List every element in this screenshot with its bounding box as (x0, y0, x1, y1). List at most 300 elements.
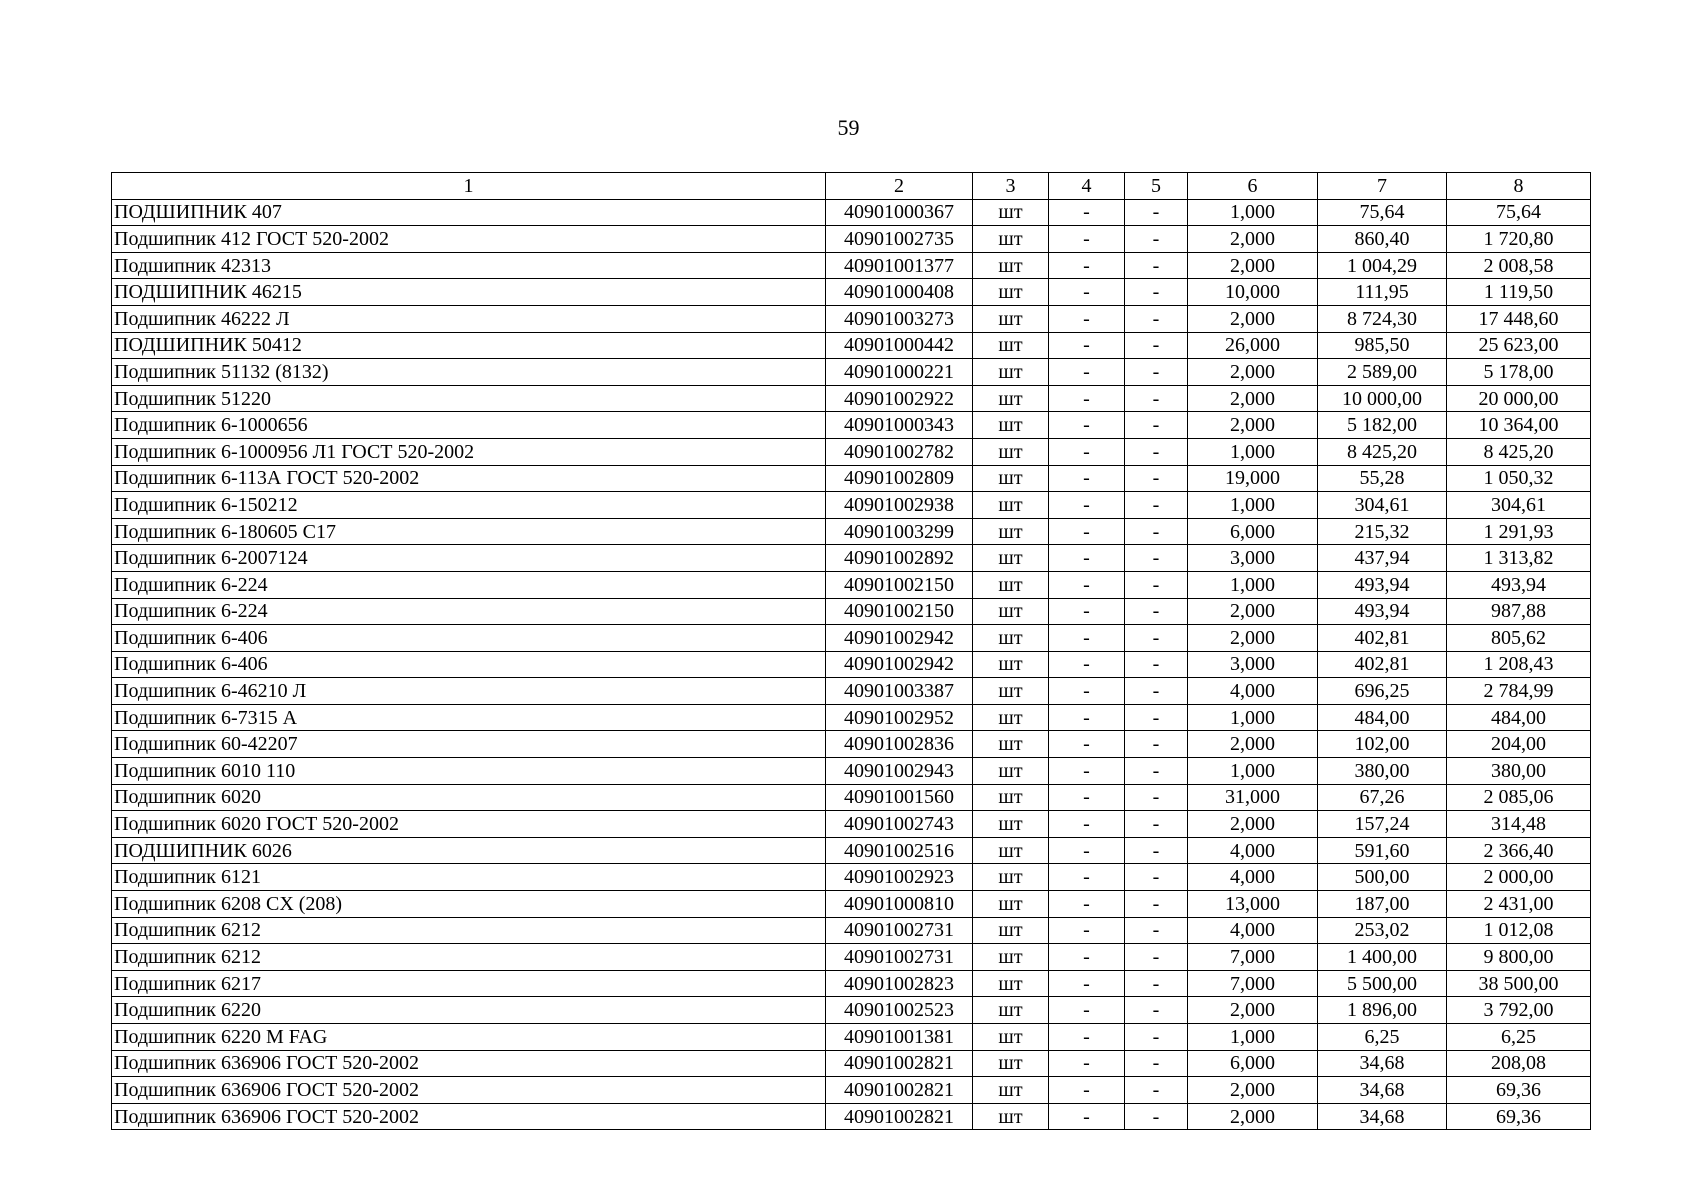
item-price-cell: 253,02 (1318, 917, 1447, 944)
item-quantity-cell: 6,000 (1188, 518, 1318, 545)
col-5-cell: - (1125, 997, 1188, 1024)
column-header: 7 (1318, 173, 1447, 200)
col-5-cell: - (1125, 864, 1188, 891)
col-5-cell: - (1125, 1050, 1188, 1077)
col-4-cell: - (1049, 518, 1125, 545)
item-price-cell: 111,95 (1318, 279, 1447, 306)
item-price-cell: 34,68 (1318, 1103, 1447, 1130)
item-name-cell: ПОДШИПНИК 50412 (112, 332, 826, 359)
item-sum-cell: 380,00 (1447, 758, 1591, 785)
item-unit-cell: шт (973, 678, 1049, 705)
item-price-cell: 1 004,29 (1318, 252, 1447, 279)
item-name-cell: Подшипник 6212 (112, 917, 826, 944)
item-code-cell: 40901002743 (826, 811, 973, 838)
item-quantity-cell: 2,000 (1188, 997, 1318, 1024)
col-5-cell: - (1125, 784, 1188, 811)
item-unit-cell: шт (973, 1024, 1049, 1051)
col-5-cell: - (1125, 412, 1188, 439)
item-unit-cell: шт (973, 465, 1049, 492)
item-code-cell: 40901002516 (826, 837, 973, 864)
col-4-cell: - (1049, 758, 1125, 785)
table-row (112, 731, 1591, 758)
item-price-cell: 2 589,00 (1318, 359, 1447, 386)
item-quantity-cell: 2,000 (1188, 226, 1318, 253)
item-quantity-cell: 1,000 (1188, 571, 1318, 598)
col-4-cell: - (1049, 811, 1125, 838)
item-name-cell: Подшипник 6220 (112, 997, 826, 1024)
col-5-cell: - (1125, 518, 1188, 545)
col-4-cell: - (1049, 1024, 1125, 1051)
item-price-cell: 34,68 (1318, 1077, 1447, 1104)
item-name-cell: Подшипник 6212 (112, 944, 826, 971)
col-5-cell: - (1125, 651, 1188, 678)
item-name-cell: Подшипник 6208 CX (208) (112, 891, 826, 918)
table-row (112, 438, 1591, 465)
item-quantity-cell: 4,000 (1188, 917, 1318, 944)
item-code-cell: 40901002523 (826, 997, 973, 1024)
col-4-cell: - (1049, 332, 1125, 359)
item-code-cell: 40901001560 (826, 784, 973, 811)
item-name-cell: Подшипник 6-113А ГОСТ 520-2002 (112, 465, 826, 492)
item-quantity-cell: 6,000 (1188, 1050, 1318, 1077)
item-code-cell: 40901002731 (826, 944, 973, 971)
item-code-cell: 40901000442 (826, 332, 973, 359)
item-quantity-cell: 13,000 (1188, 891, 1318, 918)
table-row (112, 199, 1591, 226)
col-4-cell: - (1049, 625, 1125, 652)
item-unit-cell: шт (973, 385, 1049, 412)
item-sum-cell: 304,61 (1447, 492, 1591, 519)
column-header: 6 (1188, 173, 1318, 200)
table-row (112, 970, 1591, 997)
item-unit-cell: шт (973, 625, 1049, 652)
col-5-cell: - (1125, 704, 1188, 731)
table-row (112, 678, 1591, 705)
item-price-cell: 8 724,30 (1318, 305, 1447, 332)
item-unit-cell: шт (973, 571, 1049, 598)
item-price-cell: 157,24 (1318, 811, 1447, 838)
item-code-cell: 40901002922 (826, 385, 973, 412)
item-code-cell: 40901002836 (826, 731, 973, 758)
item-name-cell: Подшипник 6020 (112, 784, 826, 811)
col-4-cell: - (1049, 465, 1125, 492)
col-5-cell: - (1125, 1103, 1188, 1130)
item-sum-cell: 1 119,50 (1447, 279, 1591, 306)
col-5-cell: - (1125, 332, 1188, 359)
item-name-cell: Подшипник 412 ГОСТ 520-2002 (112, 226, 826, 253)
col-5-cell: - (1125, 891, 1188, 918)
item-name-cell: ПОДШИПНИК 407 (112, 199, 826, 226)
item-name-cell: Подшипник 6-46210 Л (112, 678, 826, 705)
item-code-cell: 40901002821 (826, 1103, 973, 1130)
col-5-cell: - (1125, 545, 1188, 572)
item-code-cell: 40901002952 (826, 704, 973, 731)
column-header: 5 (1125, 173, 1188, 200)
table-row (112, 917, 1591, 944)
item-sum-cell: 6,25 (1447, 1024, 1591, 1051)
item-sum-cell: 38 500,00 (1447, 970, 1591, 997)
item-quantity-cell: 2,000 (1188, 1103, 1318, 1130)
item-unit-cell: шт (973, 226, 1049, 253)
item-unit-cell: шт (973, 438, 1049, 465)
item-code-cell: 40901002782 (826, 438, 973, 465)
item-quantity-cell: 10,000 (1188, 279, 1318, 306)
item-quantity-cell: 2,000 (1188, 811, 1318, 838)
item-code-cell: 40901002938 (826, 492, 973, 519)
item-sum-cell: 2 085,06 (1447, 784, 1591, 811)
col-5-cell: - (1125, 252, 1188, 279)
item-price-cell: 493,94 (1318, 598, 1447, 625)
item-price-cell: 985,50 (1318, 332, 1447, 359)
item-price-cell: 591,60 (1318, 837, 1447, 864)
item-price-cell: 8 425,20 (1318, 438, 1447, 465)
col-4-cell: - (1049, 837, 1125, 864)
item-unit-cell: шт (973, 305, 1049, 332)
item-name-cell: Подшипник 51132 (8132) (112, 359, 826, 386)
item-quantity-cell: 2,000 (1188, 625, 1318, 652)
item-quantity-cell: 2,000 (1188, 252, 1318, 279)
col-5-cell: - (1125, 571, 1188, 598)
col-5-cell: - (1125, 811, 1188, 838)
item-code-cell: 40901000221 (826, 359, 973, 386)
item-sum-cell: 1 313,82 (1447, 545, 1591, 572)
item-sum-cell: 1 050,32 (1447, 465, 1591, 492)
column-header: 2 (826, 173, 973, 200)
item-name-cell: Подшипник 6-1000656 (112, 412, 826, 439)
item-price-cell: 304,61 (1318, 492, 1447, 519)
item-name-cell: Подшипник 6220 M FAG (112, 1024, 826, 1051)
col-4-cell: - (1049, 784, 1125, 811)
col-5-cell: - (1125, 731, 1188, 758)
item-sum-cell: 8 425,20 (1447, 438, 1591, 465)
column-header: 3 (973, 173, 1049, 200)
col-4-cell: - (1049, 731, 1125, 758)
item-unit-cell: шт (973, 359, 1049, 386)
item-price-cell: 1 896,00 (1318, 997, 1447, 1024)
item-sum-cell: 805,62 (1447, 625, 1591, 652)
col-5-cell: - (1125, 199, 1188, 226)
item-price-cell: 187,00 (1318, 891, 1447, 918)
item-name-cell: Подшипник 6217 (112, 970, 826, 997)
col-4-cell: - (1049, 1050, 1125, 1077)
table-row (112, 359, 1591, 386)
item-unit-cell: шт (973, 1050, 1049, 1077)
item-unit-cell: шт (973, 704, 1049, 731)
item-code-cell: 40901003387 (826, 678, 973, 705)
item-code-cell: 40901001381 (826, 1024, 973, 1051)
item-code-cell: 40901002892 (826, 545, 973, 572)
item-quantity-cell: 31,000 (1188, 784, 1318, 811)
item-code-cell: 40901002735 (826, 226, 973, 253)
item-sum-cell: 208,08 (1447, 1050, 1591, 1077)
item-name-cell: Подшипник 6010 110 (112, 758, 826, 785)
item-unit-cell: шт (973, 970, 1049, 997)
col-5-cell: - (1125, 970, 1188, 997)
item-unit-cell: шт (973, 492, 1049, 519)
table-row (112, 891, 1591, 918)
item-quantity-cell: 2,000 (1188, 359, 1318, 386)
item-unit-cell: шт (973, 731, 1049, 758)
page-number: 59 (837, 115, 860, 140)
item-code-cell: 40901002943 (826, 758, 973, 785)
item-quantity-cell: 3,000 (1188, 545, 1318, 572)
item-price-cell: 437,94 (1318, 545, 1447, 572)
table-row (112, 1050, 1591, 1077)
item-sum-cell: 1 012,08 (1447, 917, 1591, 944)
table-row (112, 492, 1591, 519)
item-sum-cell: 2 784,99 (1447, 678, 1591, 705)
item-quantity-cell: 2,000 (1188, 731, 1318, 758)
item-unit-cell: шт (973, 199, 1049, 226)
item-price-cell: 402,81 (1318, 625, 1447, 652)
table-row (112, 252, 1591, 279)
item-code-cell: 40901000343 (826, 412, 973, 439)
item-unit-cell: шт (973, 1077, 1049, 1104)
item-quantity-cell: 4,000 (1188, 837, 1318, 864)
col-4-cell: - (1049, 944, 1125, 971)
col-5-cell: - (1125, 359, 1188, 386)
item-name-cell: Подшипник 46222 Л (112, 305, 826, 332)
col-5-cell: - (1125, 438, 1188, 465)
item-price-cell: 34,68 (1318, 1050, 1447, 1077)
header-row (112, 173, 1591, 200)
item-unit-cell: шт (973, 997, 1049, 1024)
item-code-cell: 40901002821 (826, 1050, 973, 1077)
item-quantity-cell: 4,000 (1188, 864, 1318, 891)
item-price-cell: 5 182,00 (1318, 412, 1447, 439)
table-row (112, 226, 1591, 253)
col-4-cell: - (1049, 1103, 1125, 1130)
item-name-cell: Подшипник 6-406 (112, 625, 826, 652)
item-name-cell: Подшипник 51220 (112, 385, 826, 412)
col-4-cell: - (1049, 864, 1125, 891)
table-row (112, 332, 1591, 359)
item-code-cell: 40901002923 (826, 864, 973, 891)
col-5-cell: - (1125, 1077, 1188, 1104)
col-4-cell: - (1049, 970, 1125, 997)
item-quantity-cell: 1,000 (1188, 1024, 1318, 1051)
item-sum-cell: 1 291,93 (1447, 518, 1591, 545)
table-row (112, 385, 1591, 412)
table-row (112, 811, 1591, 838)
item-price-cell: 696,25 (1318, 678, 1447, 705)
item-unit-cell: шт (973, 837, 1049, 864)
table-row (112, 518, 1591, 545)
col-4-cell: - (1049, 997, 1125, 1024)
item-code-cell: 40901000810 (826, 891, 973, 918)
table-row (112, 1077, 1591, 1104)
item-name-cell: Подшипник 42313 (112, 252, 826, 279)
item-unit-cell: шт (973, 598, 1049, 625)
item-name-cell: Подшипник 60-42207 (112, 731, 826, 758)
item-price-cell: 55,28 (1318, 465, 1447, 492)
item-unit-cell: шт (973, 864, 1049, 891)
item-code-cell: 40901002823 (826, 970, 973, 997)
item-sum-cell: 204,00 (1447, 731, 1591, 758)
item-name-cell: Подшипник 6-180605 С17 (112, 518, 826, 545)
table-row (112, 545, 1591, 572)
column-header: 1 (112, 173, 826, 200)
item-quantity-cell: 2,000 (1188, 385, 1318, 412)
item-name-cell: ПОДШИПНИК 46215 (112, 279, 826, 306)
item-unit-cell: шт (973, 758, 1049, 785)
table-row (112, 704, 1591, 731)
col-5-cell: - (1125, 598, 1188, 625)
col-4-cell: - (1049, 598, 1125, 625)
col-4-cell: - (1049, 545, 1125, 572)
col-5-cell: - (1125, 279, 1188, 306)
item-name-cell: Подшипник 6-224 (112, 598, 826, 625)
item-quantity-cell: 2,000 (1188, 305, 1318, 332)
col-5-cell: - (1125, 305, 1188, 332)
item-name-cell: Подшипник 6-406 (112, 651, 826, 678)
col-4-cell: - (1049, 252, 1125, 279)
item-sum-cell: 314,48 (1447, 811, 1591, 838)
col-5-cell: - (1125, 758, 1188, 785)
item-quantity-cell: 2,000 (1188, 1077, 1318, 1104)
item-unit-cell: шт (973, 412, 1049, 439)
table-row (112, 571, 1591, 598)
col-4-cell: - (1049, 305, 1125, 332)
item-price-cell: 67,26 (1318, 784, 1447, 811)
table-row (112, 465, 1591, 492)
item-sum-cell: 2 366,40 (1447, 837, 1591, 864)
item-price-cell: 380,00 (1318, 758, 1447, 785)
item-sum-cell: 2 000,00 (1447, 864, 1591, 891)
table-row (112, 944, 1591, 971)
item-quantity-cell: 7,000 (1188, 944, 1318, 971)
item-code-cell: 40901000367 (826, 199, 973, 226)
item-price-cell: 500,00 (1318, 864, 1447, 891)
item-unit-cell: шт (973, 545, 1049, 572)
col-5-cell: - (1125, 625, 1188, 652)
item-sum-cell: 1 720,80 (1447, 226, 1591, 253)
col-4-cell: - (1049, 651, 1125, 678)
item-unit-cell: шт (973, 1103, 1049, 1130)
table-row (112, 1103, 1591, 1130)
inventory-table (111, 172, 1591, 1130)
item-quantity-cell: 1,000 (1188, 758, 1318, 785)
table-row (112, 864, 1591, 891)
item-quantity-cell: 1,000 (1188, 438, 1318, 465)
col-5-cell: - (1125, 944, 1188, 971)
col-4-cell: - (1049, 279, 1125, 306)
item-quantity-cell: 4,000 (1188, 678, 1318, 705)
item-sum-cell: 9 800,00 (1447, 944, 1591, 971)
item-price-cell: 402,81 (1318, 651, 1447, 678)
table-row (112, 651, 1591, 678)
table-row (112, 412, 1591, 439)
item-code-cell: 40901002809 (826, 465, 973, 492)
item-code-cell: 40901002150 (826, 571, 973, 598)
item-sum-cell: 2 008,58 (1447, 252, 1591, 279)
item-unit-cell: шт (973, 917, 1049, 944)
item-sum-cell: 69,36 (1447, 1103, 1591, 1130)
item-quantity-cell: 3,000 (1188, 651, 1318, 678)
col-4-cell: - (1049, 678, 1125, 705)
item-code-cell: 40901002821 (826, 1077, 973, 1104)
item-quantity-cell: 26,000 (1188, 332, 1318, 359)
item-sum-cell: 484,00 (1447, 704, 1591, 731)
item-quantity-cell: 2,000 (1188, 598, 1318, 625)
item-price-cell: 102,00 (1318, 731, 1447, 758)
item-name-cell: Подшипник 636906 ГОСТ 520-2002 (112, 1050, 826, 1077)
item-unit-cell: шт (973, 784, 1049, 811)
col-4-cell: - (1049, 704, 1125, 731)
item-name-cell: Подшипник 6-7315 А (112, 704, 826, 731)
item-unit-cell: шт (973, 944, 1049, 971)
item-code-cell: 40901002942 (826, 625, 973, 652)
item-quantity-cell: 2,000 (1188, 412, 1318, 439)
item-quantity-cell: 1,000 (1188, 492, 1318, 519)
item-price-cell: 75,64 (1318, 199, 1447, 226)
col-4-cell: - (1049, 917, 1125, 944)
item-price-cell: 493,94 (1318, 571, 1447, 598)
item-name-cell: Подшипник 636906 ГОСТ 520-2002 (112, 1103, 826, 1130)
table-row (112, 837, 1591, 864)
item-sum-cell: 493,94 (1447, 571, 1591, 598)
col-4-cell: - (1049, 226, 1125, 253)
item-sum-cell: 2 431,00 (1447, 891, 1591, 918)
item-price-cell: 484,00 (1318, 704, 1447, 731)
item-code-cell: 40901003299 (826, 518, 973, 545)
col-4-cell: - (1049, 571, 1125, 598)
item-code-cell: 40901001377 (826, 252, 973, 279)
item-sum-cell: 75,64 (1447, 199, 1591, 226)
item-sum-cell: 20 000,00 (1447, 385, 1591, 412)
item-sum-cell: 10 364,00 (1447, 412, 1591, 439)
col-5-cell: - (1125, 837, 1188, 864)
col-5-cell: - (1125, 917, 1188, 944)
item-code-cell: 40901002731 (826, 917, 973, 944)
item-price-cell: 6,25 (1318, 1024, 1447, 1051)
col-5-cell: - (1125, 385, 1188, 412)
item-code-cell: 40901002942 (826, 651, 973, 678)
item-unit-cell: шт (973, 252, 1049, 279)
table-row (112, 1024, 1591, 1051)
item-name-cell: Подшипник 6020 ГОСТ 520-2002 (112, 811, 826, 838)
col-4-cell: - (1049, 1077, 1125, 1104)
col-4-cell: - (1049, 199, 1125, 226)
item-name-cell: Подшипник 6-1000956 Л1 ГОСТ 520-2002 (112, 438, 826, 465)
col-4-cell: - (1049, 891, 1125, 918)
column-header: 8 (1447, 173, 1591, 200)
col-4-cell: - (1049, 438, 1125, 465)
item-quantity-cell: 19,000 (1188, 465, 1318, 492)
item-name-cell: Подшипник 6-224 (112, 571, 826, 598)
item-unit-cell: шт (973, 811, 1049, 838)
col-4-cell: - (1049, 385, 1125, 412)
item-unit-cell: шт (973, 332, 1049, 359)
table-body (112, 199, 1591, 1130)
col-5-cell: - (1125, 492, 1188, 519)
item-sum-cell: 17 448,60 (1447, 305, 1591, 332)
col-5-cell: - (1125, 678, 1188, 705)
col-5-cell: - (1125, 465, 1188, 492)
item-sum-cell: 5 178,00 (1447, 359, 1591, 386)
item-name-cell: Подшипник 636906 ГОСТ 520-2002 (112, 1077, 826, 1104)
item-price-cell: 10 000,00 (1318, 385, 1447, 412)
item-code-cell: 40901003273 (826, 305, 973, 332)
item-sum-cell: 69,36 (1447, 1077, 1591, 1104)
col-4-cell: - (1049, 412, 1125, 439)
item-name-cell: ПОДШИПНИК 6026 (112, 837, 826, 864)
item-price-cell: 1 400,00 (1318, 944, 1447, 971)
table-row (112, 758, 1591, 785)
item-quantity-cell: 1,000 (1188, 199, 1318, 226)
item-quantity-cell: 7,000 (1188, 970, 1318, 997)
col-4-cell: - (1049, 359, 1125, 386)
